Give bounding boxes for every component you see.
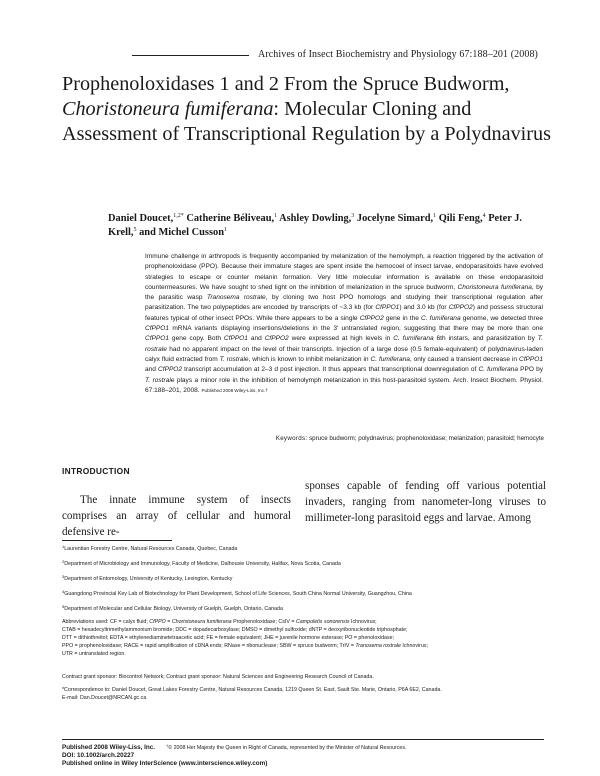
abbr-text: PPO = prophenoloxidase; RACE = rapid amplification of cDNA ends; RNase = ribonuclease; SBW = spruce budworm; TrIV = [62,643,356,649]
keywords-label: Keywords: [275,435,308,442]
abstract-gene: CfPPO1 [223,335,248,343]
abstract-species: T. rostrale [145,376,175,384]
author-affiliation: 1 [224,226,227,233]
abbreviations [62,618,544,658]
affiliation-5 [62,605,544,613]
abstract-gene: CfPPO1 [375,304,400,312]
affiliation-number: 4 [62,589,65,594]
author-affiliation: 1,2* [173,213,184,219]
abbreviations-line: UTR = untranslated region. [62,651,126,657]
title-part-2: : Molecular Cloning and Assessment of Transcriptional Regulation by a Polydnavirus [62,98,551,145]
abstract-species: Choristoneura fumiferana [457,283,532,291]
affiliation-number: 5 [62,604,65,609]
abbr-italic: Tranosema rostrale [355,643,401,649]
section-heading: INTRODUCTION [62,466,130,476]
author-name: Jocelyne Simard, [356,213,434,224]
abbr-italic: Choristoneura fumiferana [171,619,232,625]
abstract-text: mRNA variants displaying insertions/deletions in the 3′ untranslated region, suggesting that there may be more than one [169,325,543,333]
abstract-gene: CfPPO2 [359,314,384,322]
title-part-1: Prophenoloxidases 1 and 2 From the Spruce Budworm, [62,73,510,95]
abstract-text: , which is known to inhibit melanization in [248,355,371,363]
abstract-gene: CfPPO1 [518,355,543,363]
author-name: Catherine Béliveau, [186,213,275,224]
author-name: Qili Feng, [438,213,483,224]
copyright-mark: † [166,743,169,748]
abstract-gene: CfPPO2 [264,335,289,343]
abstract-species: C. fumiferana [478,366,519,374]
author-affiliation: 5 [133,226,137,233]
author-affiliation: 1 [274,213,278,219]
abbr-text: Ichnovirus; [349,619,377,625]
affiliation-number: 2 [62,559,65,564]
abstract-text: , by cloning two host PPO homologs and studying their transcriptional regulation after parasitization. The two polypeptides are encoded by transcripts of ~3.3 kb (for [145,294,543,312]
affiliation-text: Department of Entomology, University of Kentucky, Lexington, Kentucky [64,576,233,582]
correspondence-email: E-mail: Dan.Doucet@NRCAN.gc.ca [62,695,147,701]
abbr-text: = [165,619,172,625]
abstract-text: , only caused a transient decrease in [409,355,519,363]
abstract [145,252,543,396]
affiliation-text: Laurentian Forestry Centre, Natural Resources Canada, Quebec, Canada [64,546,238,552]
header-rule [132,55,249,56]
abstract-gene: CfPPO2 [158,366,183,374]
journal-citation: Archives of Insect Biochemistry and Physiology 67:188–201 (2008) [258,49,538,60]
grant-sponsor: Contract grant sponsor: Biocontrol Network; Contract grant sponsor: Natural Sciences and Engineering Research Council of Canada. [62,674,374,680]
author-affiliation: 1 [433,213,437,219]
abstract-copyright: Published 2008 Wiley-Liss, Inc.† [201,387,268,393]
online-line: Published online in Wiley InterScience (www.interscience.wiley.com) [62,760,268,768]
abstract-species: C. fumiferana [393,335,434,343]
abstract-gene: CfPPO1 [145,325,170,333]
abbreviations-line [62,642,544,650]
correspondence [62,686,544,702]
abstract-text: transcript accumulation at 2–3 d post injection. It thus appears that transcriptional downregulation of [182,366,479,374]
abstract-gene: CfPPO1 [145,335,170,343]
abstract-text: 6th instars, and parasitization by [433,335,538,343]
author-affiliation: 4 [482,213,486,219]
keywords [180,435,544,442]
abbr-text: Ichnovirus; [400,643,429,649]
abstract-text: ) and 3.0 kb (for [399,304,449,312]
abstract-text: PPO by [518,366,543,374]
author-name: Ashley Dowling, [279,213,352,224]
abbr-italic: CfPPO [149,619,166,625]
body-column-right: sponses capable of fending off various potential invaders, ranging from nanometer-long viruses to millimeter-long parasitoid eggs and larvae. Among [305,480,546,524]
affiliation-text: Department of Microbiology and Immunology, Faculty of Medicine, Dalhousie University, Halifax, Nova Scotia, Canada [64,561,341,567]
author-affiliation: 3 [351,213,355,219]
abstract-species: Tranosema rostrale [206,294,266,302]
copyright-text: © 2008 Her Majesty the Queen in Right of Canada, represented by the Minister of Natural Resources. [168,745,407,751]
body-column-left: The innate immune system of insects comprises an array of cellular and humoral defensive re- [62,494,291,538]
abstract-text: Immune challenge in arthropods is frequently accompanied by melanization of the hemolymph, a reaction triggered by the activation of prophenoloxidase (PPO). Because their immature stages are spent inside the hemocoel of insect larvae, endoparasitoids have evolved strategies to escape or counter melanin formation. Very little molecular information is available on these endoparasitoid countermeasures. We have sought to shed light on the inhibition of melanization in the spruce budworm, [145,253,543,291]
abbreviations-line: DTT = dithiothreitol; EDTA = ethylenediaminetetraacetic acid; FE = female equivalent; JHE = juvenile hormone esterase; PO = phenoloxidase; [62,635,395,641]
abbr-text: Prophenoloxidase; CsIV = [231,619,296,625]
abbr-text: Abbreviations used: CF = calyx fluid; [62,619,150,625]
affiliation-3 [62,575,544,583]
abstract-text: and [145,366,159,374]
abbreviations-line: CTAB = hexadecyltrimethylammonium bromide; DDC = dopadecarboxylase; DMSO = dimethyl sulfoxide; dNTP = deoxyribonucleotide triphosphate; [62,627,408,633]
abstract-species: T. rostrale [219,355,249,363]
affiliation-number: 3 [62,574,65,579]
abstract-species: T. rostrale [145,335,543,353]
publication-rule [62,739,544,740]
author-name: and Michel Cusson [139,226,224,238]
abstract-text: gene in the [383,314,421,322]
affiliation-number: 1 [62,544,65,549]
correspondence-address: *Correspondence to: Daniel Doucet, Great Lakes Forestry Centre, Natural Resources Canada, 1219 Queen St. East, Sault Ste. Marie, Ontario, P6A 6E2, Canada. [62,687,442,693]
abstract-text: and [247,335,265,343]
abstract-text: gene copy. Both [169,335,224,343]
abstract-text: , by the parasitic wasp [145,283,543,302]
affiliation-text: Department of Molecular and Cellular Biology, University of Guelph, Guelph, Ontario, Canada [64,606,283,612]
abstract-species: C. fumiferana [420,314,461,322]
affiliation-1 [62,545,544,553]
abstract-text: genome, we detected three [460,314,543,322]
abbreviations-line [62,618,544,626]
abbr-italic: Campoletis sonorensis [295,619,350,625]
abstract-text: plays a minor role in the inhibition of hemolymph melanization in this host-parasitoid system. Arch. Insect Biochem. Physiol. 67:188–201, 2008. [145,376,543,394]
affiliation-text: Guangdong Provincial Key Lab of Biotechnology for Plant Development, School of Life Sciences, South China Normal University, Guangzhou, China [64,591,412,597]
author-name: Peter J. Krell, [108,213,523,238]
article-title [62,72,562,147]
author-list [108,212,528,239]
affiliation-2 [62,560,544,568]
abstract-text: were expressed at high levels in [288,335,394,343]
abstract-gene: CfPPO2 [448,304,473,312]
title-species: Choristoneura fumiferana [62,98,274,120]
keywords-text: spruce budworm; polydnavirus; prophenoloxidase; melanization; parasitoid; hemocyte [307,435,544,442]
author-name: Daniel Doucet, [108,213,174,224]
abstract-text: had no apparent impact on the level of their transcripts. Injection of a large dose (0.5 female-equivalent) of polydnavirus-laden calyx fluid extracted from [145,345,543,363]
publication-copyright [166,745,407,751]
footnote-rule [62,540,172,541]
publisher-line: Published 2008 Wiley-Liss, Inc. [62,744,156,751]
abstract-species: C. fumiferana [370,355,410,363]
abstract-text: ) and possess structural features typical of other insect PPOs. While there appears to be a single [145,304,543,322]
affiliation-4 [62,590,544,598]
doi-line: DOI: 10.1002/arch.20227 [62,752,135,760]
